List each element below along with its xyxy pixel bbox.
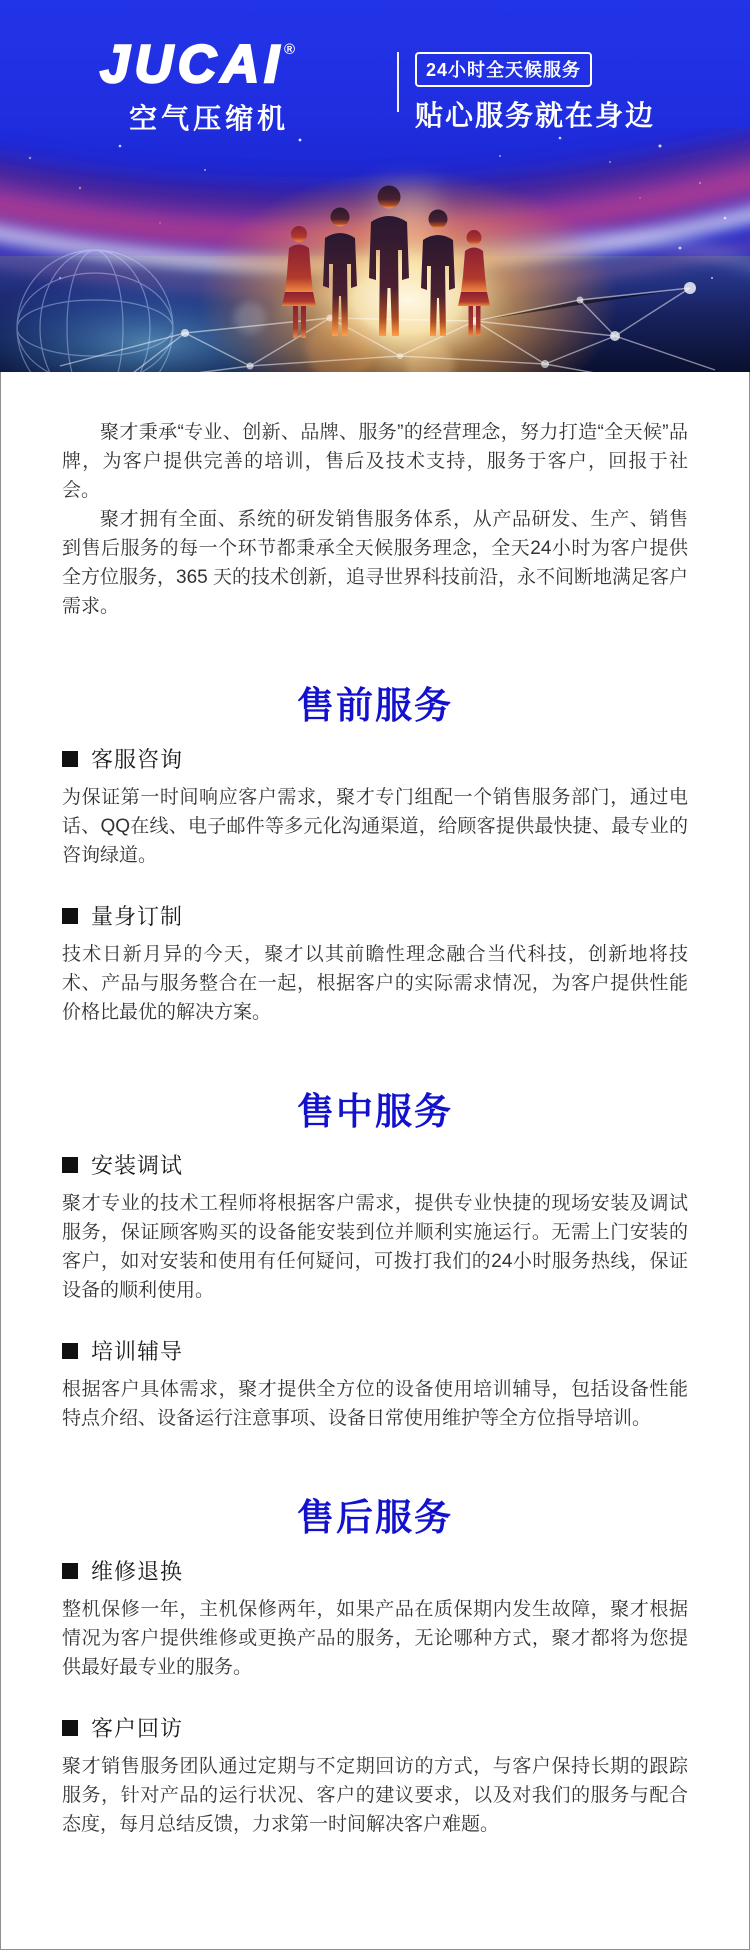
subhead-label: 安装调试 bbox=[91, 1153, 184, 1178]
subhead-install bbox=[62, 1149, 688, 1180]
intro-paragraph-2: 聚才拥有全面、系统的研发销售服务体系，从产品研发、生产、销售到售后服务的每一个环节都秉承全天候服务理念，全天24小时为客户提供全方位服务，365 天的技术创新，追寻世界科技前沿，永不间断地满足客户需求。 bbox=[62, 509, 688, 617]
hero-banner bbox=[0, 0, 750, 372]
square-bullet-icon bbox=[62, 751, 78, 767]
service-badge: 24小时全天候服务 bbox=[415, 52, 592, 87]
section-midsale bbox=[62, 1081, 688, 1433]
item-body-install: 聚才专业的技术工程师将根据客户需求，提供专业快捷的现场安装及调试服务，保证顾客购买的设备能安装到位并顺利实施运行。无需上门安装的客户，如对安装和使用有任何疑问，可拨打我们的24小时服务热线，保证设备的顺利使用。 bbox=[62, 1193, 688, 1301]
subhead-custom bbox=[62, 900, 688, 931]
section-aftersale bbox=[62, 1487, 688, 1839]
square-bullet-icon bbox=[62, 1720, 78, 1736]
logo-wordmark: JUCAI® bbox=[100, 35, 296, 94]
item-body-training: 根据客户具体需求，聚才提供全方位的设备使用培训辅导，包括设备性能特点介绍、设备运行注意事项、设备日常使用维护等全方位指导培训。 bbox=[62, 1379, 688, 1429]
section-title-presale: 售前服务 bbox=[297, 685, 453, 726]
item-body-consult: 为保证第一时间响应客户需求，聚才专门组配一个销售服务部门，通过电话、QQ在线、电子邮件等多元化沟通渠道，给顾客提供最快捷、最专业的咨询绿道。 bbox=[62, 787, 688, 866]
item-body-custom: 技术日新月异的今天，聚才以其前瞻性理念融合当代科技，创新地将技术、产品与服务整合在一起，根据客户的实际需求情况，为客户提供性能价格比最优的解决方案。 bbox=[62, 944, 688, 1023]
header-tagline: 贴心服务就在身边 bbox=[415, 100, 656, 131]
subhead-label: 量身订制 bbox=[91, 904, 184, 929]
section-presale bbox=[62, 675, 688, 1027]
header-slogan-block bbox=[415, 52, 655, 134]
subhead-revisit bbox=[62, 1712, 688, 1743]
subhead-label: 客服咨询 bbox=[91, 747, 184, 772]
item-body-revisit: 聚才销售服务团队通过定期与不定期回访的方式，与客户保持长期的跟踪服务，针对产品的运行状况、客户的建议要求，以及对我们的服务与配合态度，每月总结反馈，力求第一时间解决客户难题。 bbox=[62, 1756, 688, 1835]
square-bullet-icon bbox=[62, 1343, 78, 1359]
brand-logo bbox=[100, 35, 296, 137]
square-bullet-icon bbox=[62, 908, 78, 924]
subhead-label: 客户回访 bbox=[91, 1716, 184, 1741]
hero-illustration bbox=[0, 128, 750, 372]
logo-subtitle: 空气压缩机 bbox=[129, 103, 290, 134]
subhead-consult bbox=[62, 743, 688, 774]
square-bullet-icon bbox=[62, 1157, 78, 1173]
intro-paragraph-1: 聚才秉承“专业、创新、品牌、服务”的经营理念，努力打造“全天候”品牌，为客户提供完善的培训，售后及技术支持，服务于客户，回报于社会。 bbox=[62, 422, 688, 501]
subhead-label: 维修退换 bbox=[91, 1559, 184, 1584]
header-divider bbox=[397, 52, 399, 112]
intro-paragraphs bbox=[62, 418, 688, 621]
section-title-aftersale: 售后服务 bbox=[297, 1497, 453, 1538]
content-area bbox=[0, 372, 750, 1950]
section-title-midsale: 售中服务 bbox=[297, 1091, 453, 1132]
item-body-repair: 整机保修一年，主机保修两年，如果产品在质保期内发生故障，聚才根据情况为客户提供维修或更换产品的服务，无论哪种方式，聚才都将为您提供最好最专业的服务。 bbox=[62, 1599, 688, 1678]
subhead-repair bbox=[62, 1555, 688, 1586]
registered-trademark-icon: ® bbox=[284, 41, 296, 58]
square-bullet-icon bbox=[62, 1563, 78, 1579]
subhead-training bbox=[62, 1335, 688, 1366]
subhead-label: 培训辅导 bbox=[91, 1339, 184, 1364]
